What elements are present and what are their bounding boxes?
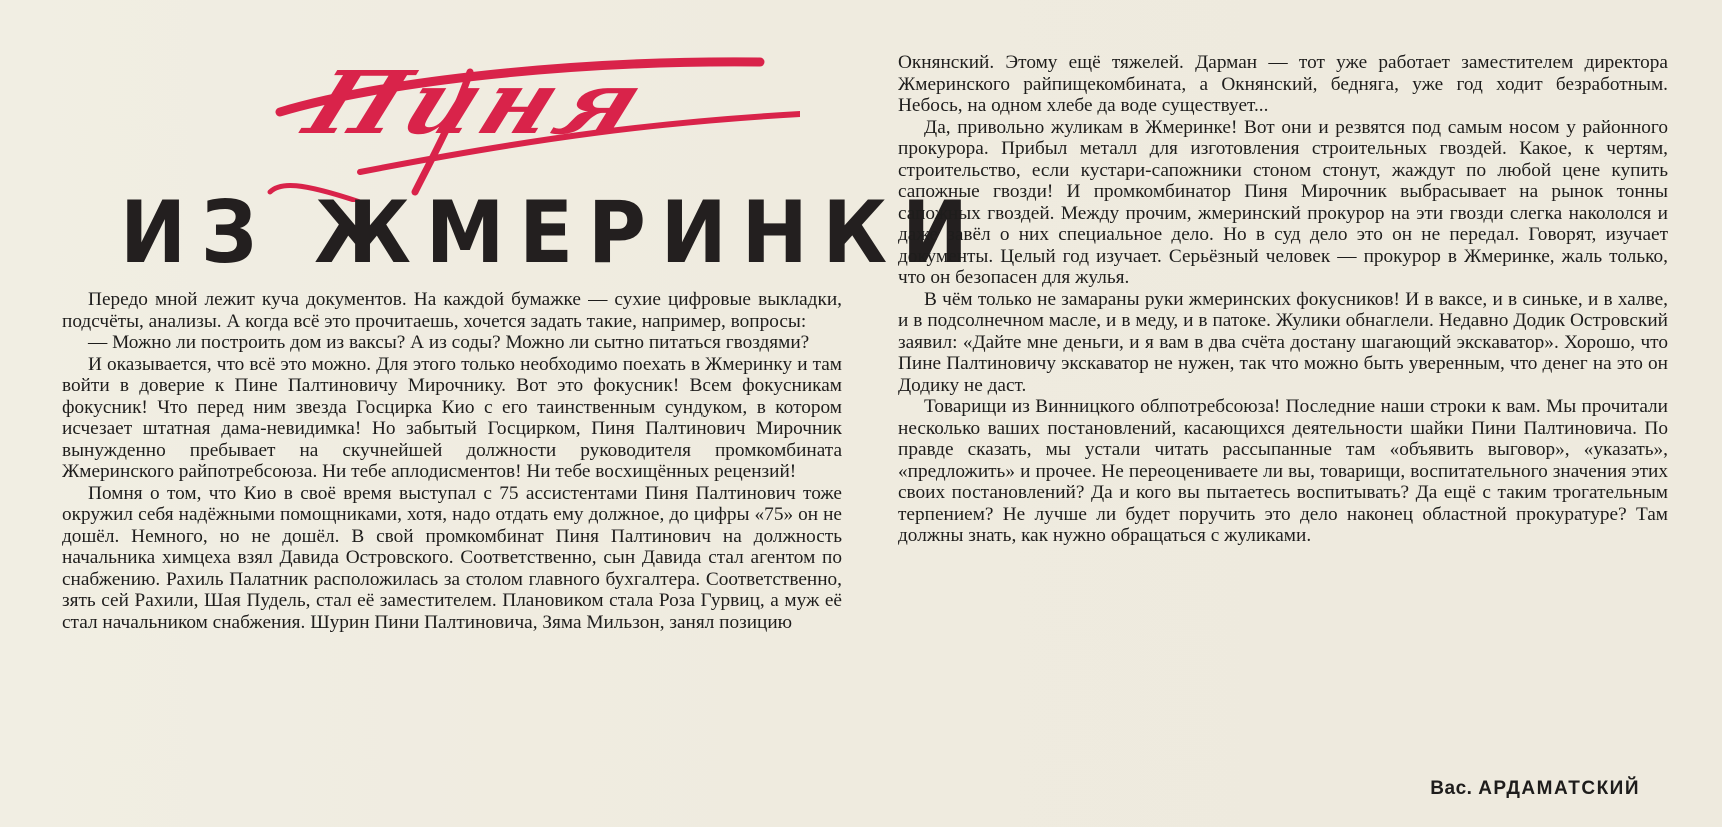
- paragraph: Окнянский. Этому ещё тяжелей. Дарман — тот уже работает заместителем директора Жмеринского райпищекомбината, а Окнянский, бедняга, уже год ходит безработным. Небось, на одном хлебе да воде существует...: [898, 52, 1668, 116]
- paragraph: Помня о том, что Кио в своё время выступал с 75 ассистентами Пиня Палтинович тоже окружил себя надёжными помощниками, хотя, надо отдать ему должное, до цифры «75» он не дошёл. Немного, но не дошёл. В свой промкомбинат Пиня Палтинович на должность начальника химцеха взял Давида Островского. Соответственно, сын Давида стал агентом по снабжению. Рахиль Палатник расположилась за столом главного бухгалтера. Соответственно, зять сей Рахили, Шая Пудель, стал её заместителем. Плановиком стала Роза Гурвиц, а муж её стал начальником снабжения. Шурин Пини Палтиновича, Зяма Мильзон, занял позицию: [62, 482, 842, 633]
- paragraph: Передо мной лежит куча документов. На каждой бумажке — сухие цифровые выкладки, подсчёты, анализы. А когда всё это прочитаешь, хочется задать такие, например, вопросы:: [62, 289, 842, 332]
- paragraph: В чём только не замараны руки жмеринских фокусников! И в ваксе, и в синьке, и в халве, и в подсолнечном масле, и в меду, и в патоке. Жулики обнаглели. Недавно Додик Островский заявил: «Дайте мне деньги, и я вам в два счёта достану шагающий экскаватор». Хорошо, что Пине Палтиновичу экскаватор не нужен, так что можно быть уверенным, что денег на это он Додику не даст.: [898, 288, 1668, 396]
- paragraph: И оказывается, что всё это можно. Для этого только необходимо поехать в Жмеринку и там войти в доверие к Пине Палтиновичу Мирочнику. Вот это фокусник! Всем фокусникам фокусник! Что перед ним звезда Госцирка Кио с его таинственным сундуком, в котором исчезает штатная дама-невидимка! Но забытый Госцирком, Пиня Палтинович Мирочник вынужденно пребывает на скучнейшей должности руководителя промкомбината Жмеринского райпотребсоюза. Ни тебе аплодисментов! Ни тебе восхищённых рецензий!: [62, 353, 842, 482]
- title-script-word: Пиня: [292, 51, 665, 154]
- author-initials: Вас.: [1430, 778, 1473, 799]
- paragraph: — Можно ли построить дом из ваксы? А из соды? Можно ли сытно питаться гвоздями?: [88, 332, 810, 353]
- title-main-text: ИЗ ЖМЕРИНКИ: [120, 183, 983, 283]
- paragraph: Товарищи из Винницкого облпотребсоюза! Последние наши строки к вам. Мы прочитали несколько ваших постановлений, касающихся деятельности шайки Пини Палтиновича. По правде сказать, мы устали читать рассыпанные там «объявить выговор», «указать», «предложить» и прочее. Не переоцениваете ли вы, товарищи, воспитательного значения этих своих постановлений? Да и кого вы пытаетесь воспитывать? Да ещё с таким трогательным терпением? Не лучше ли будет поручить это дело наконец областной прокуратуре? Там должны знать, как нужно обращаться с жуликами.: [898, 396, 1668, 546]
- author-surname: АРДАМАТСКИЙ: [1478, 778, 1640, 799]
- paragraph: Да, привольно жуликам в Жмеринке! Вот они и резвятся под самым носом у районного прокурора. Прибыл металл для изготовления строительных гвоздей. Какое, к чертям, строительство, если кустари-сапожники стоном стонут, жаждут по любой цене купить сапожные гвозди! И промкомбинатор Пиня Мирочник выбрасывает на рынок тонны сапожных гвоздей. Между прочим, жмеринский прокурор на эти гвозди слегка накололся и даже завёл о них специальное дело. Но в суд дело это он не передал. Говорят, изучает документы. Целый год изучает. Серьёзный человек — прокурор в Жмеринке, жаль только, что он безопасен для жулья.: [898, 116, 1668, 288]
- article-column-left: [62, 289, 842, 633]
- article-column-right: [898, 52, 1668, 547]
- article-title: [80, 30, 983, 283]
- author-signature: [1430, 778, 1640, 800]
